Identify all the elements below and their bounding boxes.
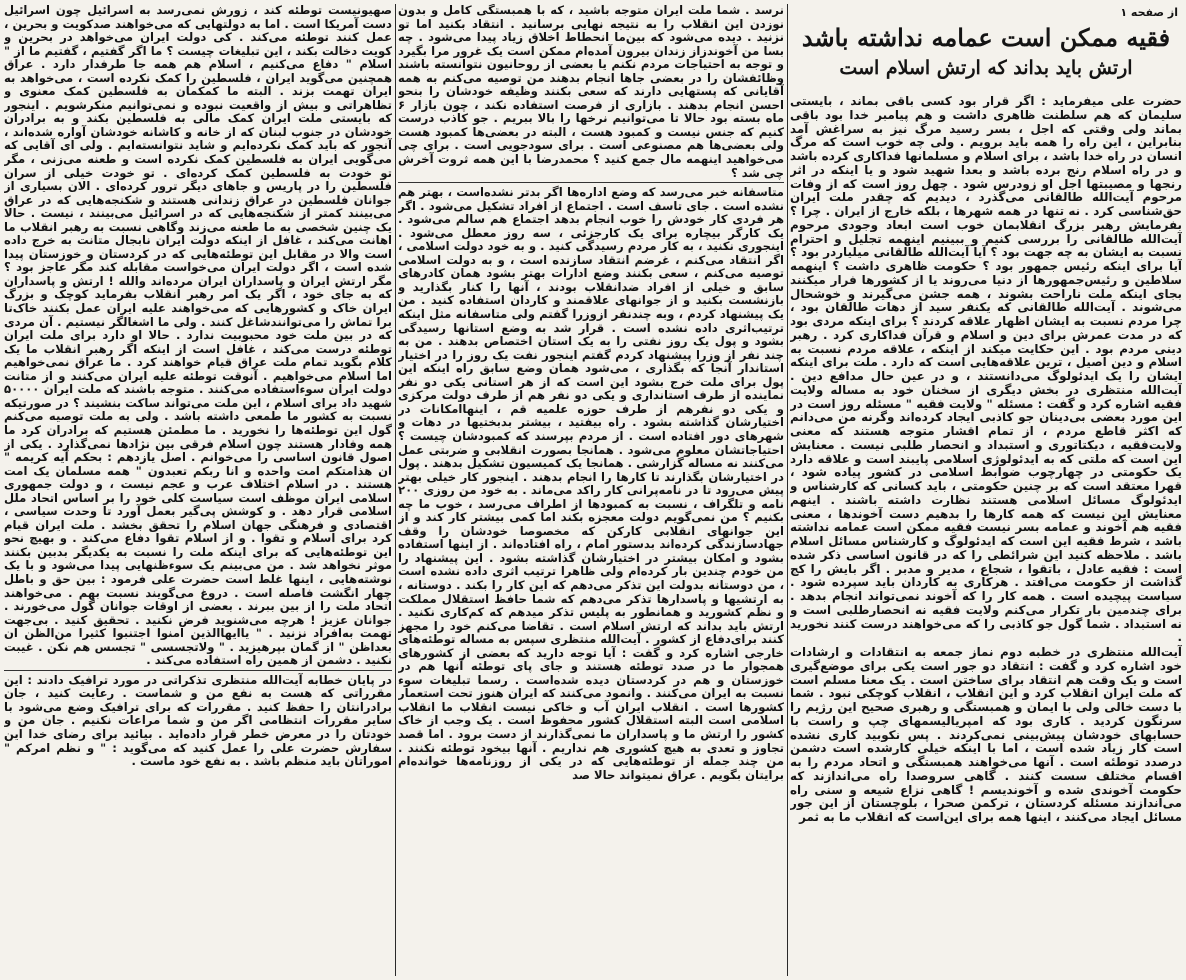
paragraph: نرسد . شما ملت ایران متوجه باشید ، که با همبستگی کامل و بدون نوزدن این انقلاب را به نتیجه نهایی برسانید . انتقاد بکنید اما تو نزنید . دیده می‌شود که بین‌ما انحطاط اخلاق زیاد پیدا می‌شود . چه بسا من آخوندزاز زندان بیرون آمده‌ام ممکن است یک غرور مرا بگیرد و توجه به احتیاجات مردم نکنم یا بعضی از روحانیون نتوانسته باشند وظائفشان را در بعضی جاها انجام بدهند من توصیه می‌کنم به همه آقایانی که پستهایی دارند که سعی بکنند وظیفه خودشان را بنحو احسن انجام بدهند . بازاری از فرصت استفاده نکند ، چون بازار ۶ ماه بسته بود حالا تا می‌توانیم نرخها را بالا ببریم . جو کاذب درست کنیم که جنس نیست و کمبود هست ، البته در بعضی‌ها کمبود هست ولی بعضی‌ها هم مصنوعی است . برای سودجویی است . برای چی می‌خواهید اینهمه مال جمع کنید ؟ محمدرضا با این همه ثروت آخرش چی شد ؟ xyxy=(398,4,784,180)
right-column xyxy=(790,4,1182,976)
paragraph: متاسفانه خبر می‌رسد که وضع اداره‌ها اگر بدتر نشده‌است ، بهتر هم نشده است . جای تاسف است . اجتماع از افراد تشکیل می‌شود . اگر هر فردی کار خودش را خوب انجام بدهد اجتماع هم سالم می‌شود . یک کارگر بیچاره برای یک کارجزئی ، سه روز معطل می‌شود . اینجوری نکنید ، به کار مردم رسیدگی کنید . و به خود دولت اسلامی ، اگر انتقاد می‌کنم ، غرضم انتقاد سازنده است ، و به دولت اسلامی توصیه می‌کنم ، سعی بکنند وضع ادارات بهتر بشود همان کادرهای سابق و خیلی از افراد ضدانقلاب بودند ، آنها را کنار بگذارید و بازنشست بکنید و از جوانهای علاقمند و کاردان استفاده کنید . من یک پیشنهاد کردم ، وبه چندنفر ازوزرا گفتم ولی متاسفانه مثل اینکه ترتیب‌اثری داده نشده است . قرار شد به وضع استانها رسیدگی بشود و پول یک روز نفتی را به یک استان اختصاص بدهند . من به چند نفر از وزرا پیشنهاد کردم گفتم اینجور نفت یک روز را در اختیار استاندار آنجا که بگذاری ، می‌شود همان وضع سابق راه اینکه این پول برای ملت خرج بشود این است که از هر استانی یکی دو نفر نماینده از طرف استانداری و یکی دو نفر هم از طرف دولت مرکزی و یکی دو نفرهم از طرف حوزه علمیه قم ، اینهاامکانات در اختیارشان گذاشته بشود . راه بیفتید ، بیشتر بدبختیها در دهات و شهرهای دور افتاده است . از مردم بپرسند که کمبودشان چیست ؟ احتیاجاتشان معلوم می‌شود . همانجا بصورت انقلابی و ضربتی عمل می‌کنند نه مساله گزارشی . همانجا یک کمیسیون تشکیل بدهند . پول در اختیارشان بگذارند تا کارها را انجام بدهند . اینجور کار خیلی بهتر پیش می‌رود تا در نامه‌پرانی کار راکد می‌ماند . به خود من روزی ۲۰۰ نامه و تلگراف ، نسبت به کمبودها از اطراف می‌رسد ، خوب ما چه بکنیم ؟ من نمی‌گویم دولت معجزه بکند اما کمی بیشتر کار کند و از این جوانهای انقلابی کارکن که مخصوصا خودشان را وقف جهادسازندگی کرده‌اند بدستور امام ، راه افتاده‌اند . از اینها استفاده بشود و امکان بیشتر در اختیارشان گذاشته بشود . این پیشنهاد را من خودم چندین بار کرده‌ام ولی ظاهرا ترتیب اثری داده نشده است ، من دوستانه بدولت این تذکر می‌دهم که این کار را بکند . دوستانه ، به ارتشیها و پاسدارها تذکر می‌دهم که شما حافظ استقلال مملکت و نظم کشورید و همانطور به پلیس تذکر میدهم که کم‌کاری نکنید . ارتش باید بداند که ارتش اسلام است . تقاضا می‌کنم خود را مجهز کنند برای‌دفاع از کشور . آیت‌الله منتظری سپس به مساله توطئه‌های خارجی اشاره کرد و گفت : آیا توجه دارید که بعضی از کشورهای همجوار ما در صدد توطئه هستند و جای پای توطئه آنها هم در خوزستان و هم در کردستان دیده شده‌است . رسما تبلیغات سوء نسبت به ایران می‌کنند . وانمود می‌کنند که ایران هنوز تحت استعمار کشورها است . انقلاب ایران آب و خاکی نیست انقلاب ما انقلاب اسلامی است البته استقلال کشور محفوظ است . یک وجب از خاک کشور را ارتش ما و پاسداران ما نمی‌گذارند از دست برود . اما قصد تجاوز و تعدی به هیچ کشوری هم نداریم . آنها بیخود توطئه نکنند . من چند جمله از توطئه‌هایی که در یکی از روزنامه‌ها خوانده‌ام برایتان بگویم . عراق نمیتواند حالا صد xyxy=(398,185,784,782)
paragraph-divider xyxy=(4,670,392,671)
left-column xyxy=(4,4,392,976)
paragraph: در پایان خطابه آیت‌الله منتظری تذکراتی در مورد ترافیک دادند : این مقرراتی که هست به نفع من و شماست . رعایت کنید ، جان برادرانتان را حفظ کنید . مقررات که برای ترافیک وضع می‌شود با سایر مقررات انتظامی اگر من و شما مراعات نکنیم . جان من و خودتان را در معرض خطر قرار داده‌اید . بیائید برای رضای خدا این سفارش حضرت علی را عمل کنید که می‌گوید : " و نظم امرکم " اموراتان باید منظم باشد . به نفع خود ماست . xyxy=(4,672,392,769)
headline: فقیه ممکن است عمامه نداشته باشد xyxy=(801,23,1171,52)
paragraph: حضرت علی میفرماید : اگر قرار بود کسی باقی بماند ، بایستی سلیمان که هم سلطنت ظاهری داشت و هم پیامبر خدا بود باقی بماند ولی وقتی که اجل ، بسر رسید مرگ نیز به سراغش آمد بنابراین ، این راه را همه باید برویم . ولی چه خوب است که مرگ انسان در راه خدا باشد ، برای اسلام و مسلمانها فداکاری کرده باشد و در راه اسلام رنج برده باشد و بعدا شهید شود و یا اینکه در اثر رنجها و مصیبتها اجل او زودرس شود . چهل روز است که از وفات مرحوم آیت‌الله طالقانی می‌گذرد ، دیدیم که چقدر ملت ایران حق‌شناسی کرد . نه تنها در همه شهرها ، بلکه خارج از ایران . چرا ؟ بفرمایش رهبر بزرگ انقلابمان خوب است ابعاد وجودی مرحوم آیت‌الله طالقانی را بررسی کنیم و ببینیم اینهمه تجلیل و احترام نسبت به ایشان به چه جهت بود ؟ آیا آیت‌الله طالقانی میلیاردر بود ؟ آیا برای اینکه رئیس جمهور بود ؟ حکومت ظاهری داشت ؟ اینهمه سلاطین و رئیس‌جمهورها از دنیا می‌روند یا از کشورها فرار میکنند بجای اینکه ملت ناراحت بشوند ، همه جشن می‌گیرند و خوشحال می‌شوند . آیت‌الله طالقانی که یکنفر سید از دهات طالقان بود ، چرا مردم نسبت به ایشان اظهار علاقه کردند ؟ برای اینکه مردی بود که در مدت عمرش برای دین و اسلام و قرآن فداکاری کرد . رهبر دینی مردم بود . این حکایت میکند از اینکه ، علاقه مردم نسبت به اسلام و دین اصیل ، ترین علاقه‌هایی است که دارد . ملت برای اینکه ایشان را یک ایدئولوگ می‌دانستند ، و در عین حال مدافع دین . آیت‌الله منتظری در بخش دیگری از سخنان خود به مساله ولایت فقیه اشاره کرد و گفت : مسئله " ولایت فقیه " مسئله روز است در این مورد بعضی بی‌دینان جو کاذبی ایجاد کرده‌اند وگرنه من می‌دانم که اکثر قاطع مردم ، از تمام اقشار متوجه هستند که معنی ولایت‌فقیه ، دیکتاتوری و استبداد و انحصار طلبی نیست . معنایش این است که ملتی که به ایدئولوژی اسلامی پایبند است و علاقه دارد یک حکومتی در چهارچوب ضوابط اسلامی در کشور پیاده شود ، قهرا معتقد است که بر چنین حکومتی ، باید کسانی که کارشناس و ایدئولوگ مسائل اسلامی هستند نظارت داشته باشند . اینهم معنایش این نیست که همه کارها را بدهیم دست آخوندها ، معنی فقیه هم آخوند و عمامه بسر نیست فقیه ممکن است عمامه نداشته باشد ، شرط فقیه این است که ایدئولوگ و کارشناس مسائل اسلام باشد . ملاحظه کنید این شرائطی را که در قانون اساسی ذکر شده است : فقیه عادل ، باتقوا ، شجاع ، مدیر و مدبر . اگر بایش را کج گذاشت از حکومت می‌افتد . هرکاری به کاردان باید سپرده شود . سیاست پیچیده است . همه کار را که آخوند نمی‌تواند انجام بدهد . برای چندمین بار تکرار می‌کنم ولایت فقیه نه انحصارطلبی است و نه استبداد . شما گول جو کاذبی را که می‌خواهند درست کنند نخورید . xyxy=(790,94,1182,645)
column-divider xyxy=(787,4,788,976)
column-divider xyxy=(395,4,396,976)
middle-column xyxy=(398,4,784,976)
subheadline: ارتش باید بداند که ارتش اسلام است xyxy=(839,57,1133,79)
paragraph: صهیونیست توطئه کند ، زورش نمی‌رسد به اسرائیل چون اسرائیل دست آمریکا است . اما به دولتهایی که می‌خواهند صدکویت و بحرین ، عمل کنند توطئه می‌کند . کی دولت ایران می‌خواهد در بحرین و کویت دخالت بکند ، این تبلیغات چیست ؟ ما اگر گفتیم ، گفتیم ما از " اسلام " دفاع می‌کنیم ، اسلام هم همه جا طرفدار دارد . عراق همچنین می‌گوید ایران ، فلسطین را کمک نکرده است ، می‌خواهد به ایران تهمت بزند . البته ما کمکمان به فلسطین کمک معنوی و تظاهراتی و بیش از واقعیت نبوده و نمی‌توانیم منکرشویم . اینجور که بایستی ملت ایران کمک مالی به فلسطین بکند و به برادران خودشان در جنوب لبنان که از خانه و کاشانه خودشان آواره شده‌اند ، آنجور که باید کمک نکرده‌ایم و شاید نتوانسته‌ایم . ولی ای آقایی که می‌گویی ایران به فلسطین کمک نکرده است و طعنه می‌زنی ، مگر تو خودت به فلسطین کمک کرده‌ای . تو خودت خیلی از سران فلسطین را در پاریس و جاهای دیگر ترور کرده‌ای . الان بسیاری از جوانان فلسطین در عراق زندانی هستند و شکنجه‌هایی که در عراق می‌بینند کمتر از شکنجه‌هایی که در اسرائیل می‌بینند ، نیست . حالا یک چنین شخصی به ما طعنه می‌زند وگاهی نسبت به رهبر انقلاب ما اهانت می‌کند ، غافل از اینکه دولت ایران نابجال متانت به خرج داده است والا در مقابل این توطئه‌هایی که در کردستان و خوزستان پیدا شده است ، اگر دولت ایران می‌خواست مقابله کند مگر عاجز بود ؟ مگر ارتش ایران و پاسداران ایران مرده‌اند والله ! ارتش و پاسداران که به جای خود ، اگر یک امر رهبر انقلاب بفرماید کوچک و بزرگ ایران خاک و کشورهایی که می‌خواهند علیه ایران عمل بکنند خاک‌تا برا تماش را می‌توانندشاغل کنند . ولی ما اشغالگر نیستیم . آن مردی که در بین ملت خود محبوبیت ندارد . حالا او دارد برای ملت ایران توطئه درست می‌کند ، غافل است از اینکه اگر رهبر انقلاب ما یک کلام بگوید تمام ملت عراق قیام خواهند کرد . ما عراق نمی‌خواهیم اما اسلام می‌خواهیم . آنوقت توطئه علیه ایران می‌کنند و از متانت دولت ایران سوءاستفاده می‌کنند . متوجه باشند که ملت ایران ۵۰۰۰۰ شهید داد برای اسلام ، این ملت می‌تواند ساکت بنشیند ؟ در صورتیکه نسبت به کشور ما طمعی داشته باشد . ولی به ملت توصیه می‌کنم گول این توطئه‌ها را نخورید . ما مطمئن هستیم که برادران کرد ما همه وفادار هستند چون اسلام فرقی بین نژادها نمی‌گذارد . یکی از اصول قانون اساسی را می‌خوانم . اصل یازدهم : بحکم آیه کریمه " ان هذامتکم امت واحده و انا ربکم تعبدون " همه مسلمان یک امت هستند . در اسلام اختلاف عرب و عجم نیست ، و دولت جمهوری اسلامی ایران موظف است سیاست کلی خود را بر اساس اتحاد ملل اسلامی قرار دهد . و کوشش پی‌گیر بعمل آورد تا وحدت سیاسی ، اقتصادی و فرهنگی جهان اسلام را تحقق بخشد . ملت ایران قیام کرد برای اسلام و تقوا . و از اسلام تقوا دفاع می‌کند . و بهیچ نحو این توطئه‌هایی که برای اینکه ملت را نسبت به یکدیگر بدبین بکنند موثر نخواهد شد . من می‌بینم یک سوءظنهایی پیدا می‌شود و با یک نوشته‌هایی ، اینها غلط است حضرت علی فرمود : بین حق و باطل چهار انگشت فاصله است . دروغ می‌گویند نسبت بهم . می‌خواهند اتحاد ملت را از بین ببرند . بعضی از اوقات جوانان گول می‌خورند . جوانان عزیز ! هرچه می‌شنوید فرض نکنید . تحقیق کنید . بی‌جهت تهمت به‌افراد نزنید . " یاایهاالذین امنوا اجتنبوا کثیرا من‌الظن ان بعداظن " از گمان بپرهیزید . " ولاتجسسی " تجسس هم نکن . غیبت نکنید . دشمن از همین راه استفاده می‌کند . xyxy=(4,4,392,668)
paragraph-divider xyxy=(398,182,784,183)
paragraph: آیت‌الله منتظری در خطبه دوم نماز جمعه به انتقادات و ارشادات خود اشاره کرد و گفت : انتقاد دو جور است یکی برای موضع‌گیری است و یک وقت هم انتقاد برای ساختن است . یک معنا مسلم است که ملت ایران انقلاب کرد و این انقلاب ، انقلاب کوچکی نبود . شما با دست خالی ولی با ایمان و همبستگی و رهبری صحیح این رژیم را سرنگون کردید . کاری بود که امپریالیسمهای چپ و راست با حسابهای خودشان پیش‌بینی نمی‌کردند . پس نکوبید کاری نشده است کار زیاد شده است ، اما با اینکه خیلی کارشده است دشمن درصدد توطئه است . آنها می‌خواهند همبستگی و اتحاد مردم را به اقسام مختلف سست کنند . گاهی سروصدا راه می‌اندازند که حکومت آخوندی شده و آخوندیسم ! گاهی نزاع شیعه و سنی راه می‌اندازند مسئله کردستان ، ترکمن صحرا ، بلوچستان از این جور مسائل ایجاد می‌کنند ، اینها همه برای این‌است که انقلاب ما به ثمر xyxy=(790,645,1182,824)
continuation-ref: از صفحه ۱ xyxy=(1120,6,1178,19)
